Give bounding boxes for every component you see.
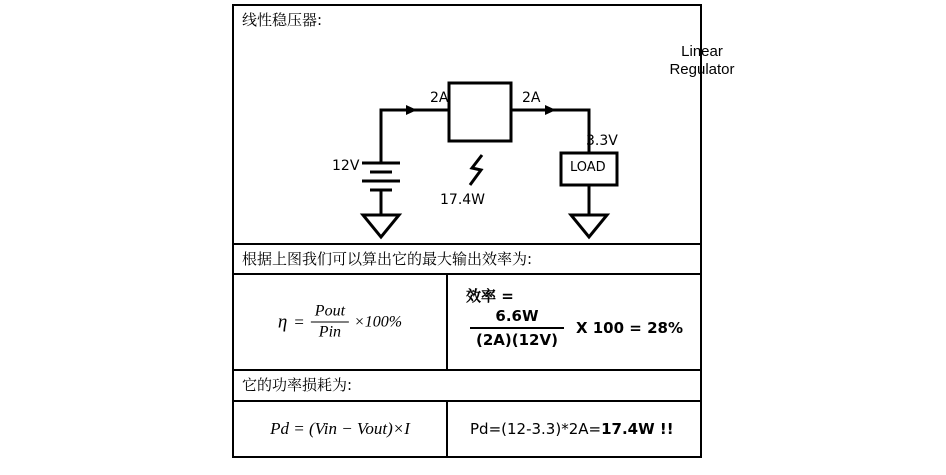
efficiency-fraction xyxy=(470,307,564,349)
efficiency-calculation xyxy=(470,307,683,349)
efficiency-formula-row xyxy=(234,275,700,371)
regulator-title xyxy=(642,43,762,81)
pd-formula xyxy=(270,419,410,439)
output-voltage-label: 3.3V xyxy=(586,132,618,149)
pd-body: (Vin − Vout)×I xyxy=(308,418,410,438)
loss-result-prefix: Pd=(12-3.3)*2A= xyxy=(470,419,602,438)
loss-result-value: 17.4W !! xyxy=(601,419,674,438)
loss-formula-cell xyxy=(234,402,448,456)
loss-caption-row xyxy=(234,371,700,402)
regulator-section xyxy=(234,6,735,245)
load-label: LOAD xyxy=(570,159,606,175)
efficiency-caption: 根据上图我们可以算出它的最大输出效率为: xyxy=(242,249,533,268)
output-arrow xyxy=(545,105,556,115)
efficiency-title: 效率 = xyxy=(466,287,514,305)
efficiency-calc-tail: X 100 = 28% xyxy=(575,319,683,337)
eta-numerator: Pout xyxy=(311,303,349,323)
circuit-svg xyxy=(234,35,704,243)
eta-symbol: η xyxy=(277,311,288,332)
efficiency-caption-row xyxy=(234,245,700,276)
input-voltage-label: 12V xyxy=(332,157,360,174)
loss-caption: 它的功率损耗为: xyxy=(242,376,353,394)
loss-formula-row xyxy=(234,402,700,456)
input-arrow xyxy=(406,105,417,115)
pd-symbol: Pd xyxy=(270,418,289,438)
pd-equals: = xyxy=(293,418,305,438)
dissipation-label: 17.4W xyxy=(440,191,486,208)
ground-symbol-left xyxy=(363,215,399,237)
regulator-box xyxy=(449,83,511,141)
output-wire xyxy=(511,110,589,153)
dissipation-bolt-icon xyxy=(470,155,482,185)
eta-fraction xyxy=(311,303,349,342)
efficiency-formula-cell xyxy=(234,275,448,369)
content-table xyxy=(232,4,735,458)
efficiency-calc-numerator: 6.6W xyxy=(470,307,564,329)
input-current-label: 2A xyxy=(430,89,449,106)
input-wire xyxy=(381,110,449,155)
ground-symbol-right xyxy=(571,215,607,237)
regulator-caption: 线性稳压器: xyxy=(242,11,323,29)
regulator-title-line2: Regulator xyxy=(669,61,735,79)
loss-result xyxy=(470,420,674,438)
loss-result-cell xyxy=(448,402,700,456)
eta-formula xyxy=(278,303,402,342)
eta-denominator: Pin xyxy=(318,323,342,341)
efficiency-calc-cell xyxy=(448,275,700,369)
output-current-label: 2A xyxy=(522,89,541,106)
regulator-title-line1: Linear xyxy=(681,42,723,60)
circuit-diagram xyxy=(234,35,735,243)
efficiency-title-block xyxy=(466,285,696,306)
eta-equals: = xyxy=(293,312,305,331)
efficiency-calc-denominator: (2A)(12V) xyxy=(476,331,558,349)
eta-tail: ×100% xyxy=(354,313,403,330)
